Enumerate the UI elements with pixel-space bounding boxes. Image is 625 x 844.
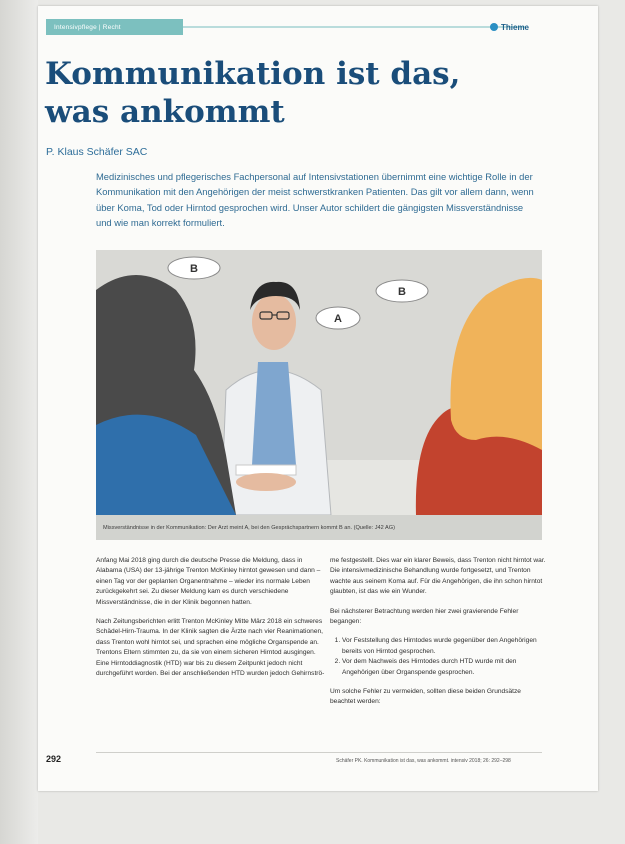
- body-paragraph: Anfang Mai 2018 ging durch die deutsche Presse die Meldung, dass in Alabama (USA) der 13-jährige Trenton McKinley hirntot gewesen und dann – einen Tag vor der geplanten Organentnahme – wieder ins normale Leben zurückgekehrt sei. Zu dieser Meldung kam es durch verschiedene Missverständnisse, die in der Klinik begonnen hatten.: [96, 557, 321, 606]
- section-tag: [46, 19, 183, 35]
- bubble-doctor-label: A: [334, 313, 342, 325]
- page-gutter-shadow: [0, 0, 38, 844]
- bubble-right-label: B: [398, 286, 406, 298]
- body-paragraph: me festgestellt. Dies war ein klarer Beweis, dass Trenton nicht hirntot war. Die intensivmedizinische Behandlung wurde fortgesetzt, und Trenton wachte aus seinem Koma auf. Für die Angehörigen, die ihn schon hirntot glaubten, ist das wie ein Wunder.: [330, 557, 546, 596]
- article-lead: Medizinisches und pflegerisches Fachpersonal auf Intensivstationen übernimmt eine wichtige Rolle in der Kommunikation mit den Angehörigen der meist schwerstkranken Patienten. Das gilt vor allem dann, wenn über Koma, Tod oder Hirntod gesprochen wird. Unser Autor schildert die gängigsten Missverständnisse und wie man korrekt formuliert.: [96, 171, 534, 228]
- article-author: P. Klaus Schäfer SAC: [46, 146, 148, 158]
- bubble-left-label: B: [190, 263, 198, 275]
- body-paragraph: Bei nächsterer Betrachtung werden hier zwei gravierende Fehler begangen:: [330, 607, 519, 626]
- body-paragraph: Nach Zeitungsberichten erlitt Trenton McKinley Mitte März 2018 ein schweres Schädel-Hirn-Trauma. In der Klinik sagten die Ärzte nach vier Reanimationen, dass Trenton wohl hirntot sei, und sprachen eine mögliche Organspende an. Trentons Eltern stimmten zu, da sie von einem sicheren Hirntod ausgingen. Eine Hirntoddiagnostik (HTD) war bis zu diesem Zeitpunkt jedoch nicht durchgeführt worden. Bei der anschließenden HTD wurden jedoch Gehirnströ-: [96, 618, 325, 678]
- figure-caption-text: Missverständnisse in der Kommunikation: Der Arzt meint A, bei den Gesprächspartnern kommt B an. (Quelle: J42 AG): [103, 524, 395, 531]
- article-title: [45, 55, 525, 131]
- citation-reference: Schäfer PK. Kommunikation ist das, was ankommt. intensiv 2018; 26: 292–298: [336, 758, 511, 764]
- list-item: 1. Vor Feststellung des Hirntodes wurde gegenüber den Angehörigen bereits von Hirntod gesprochen.: [342, 636, 548, 657]
- publisher-name: Thieme: [501, 22, 530, 32]
- list-item: 2. Vor dem Nachweis des Hirntodes durch HTD wurde mit den Angehörigen über Organspende gesprochen.: [342, 657, 548, 678]
- publisher-brand: [490, 19, 529, 35]
- title-line-1: Kommunikation ist das,: [45, 56, 461, 92]
- error-list: [330, 636, 548, 678]
- page-number: 292: [46, 754, 62, 764]
- body-paragraph: Um solche Fehler zu vermeiden, sollten diese beiden Grundsätze beachtet werden:: [330, 688, 521, 706]
- header-rule: [183, 26, 525, 28]
- article-illustration: [96, 250, 542, 515]
- consultation-illustration: [96, 250, 542, 515]
- thieme-logo-icon: [490, 23, 498, 31]
- doctor-head: [252, 294, 296, 350]
- body-column-left: [96, 556, 326, 688]
- figure-caption: [96, 515, 542, 540]
- footer-rule: [96, 752, 542, 753]
- title-line-2: was ankommt: [45, 94, 285, 130]
- section-tag-label: Intensivpflege | Recht: [54, 23, 121, 31]
- body-column-right: [330, 556, 548, 717]
